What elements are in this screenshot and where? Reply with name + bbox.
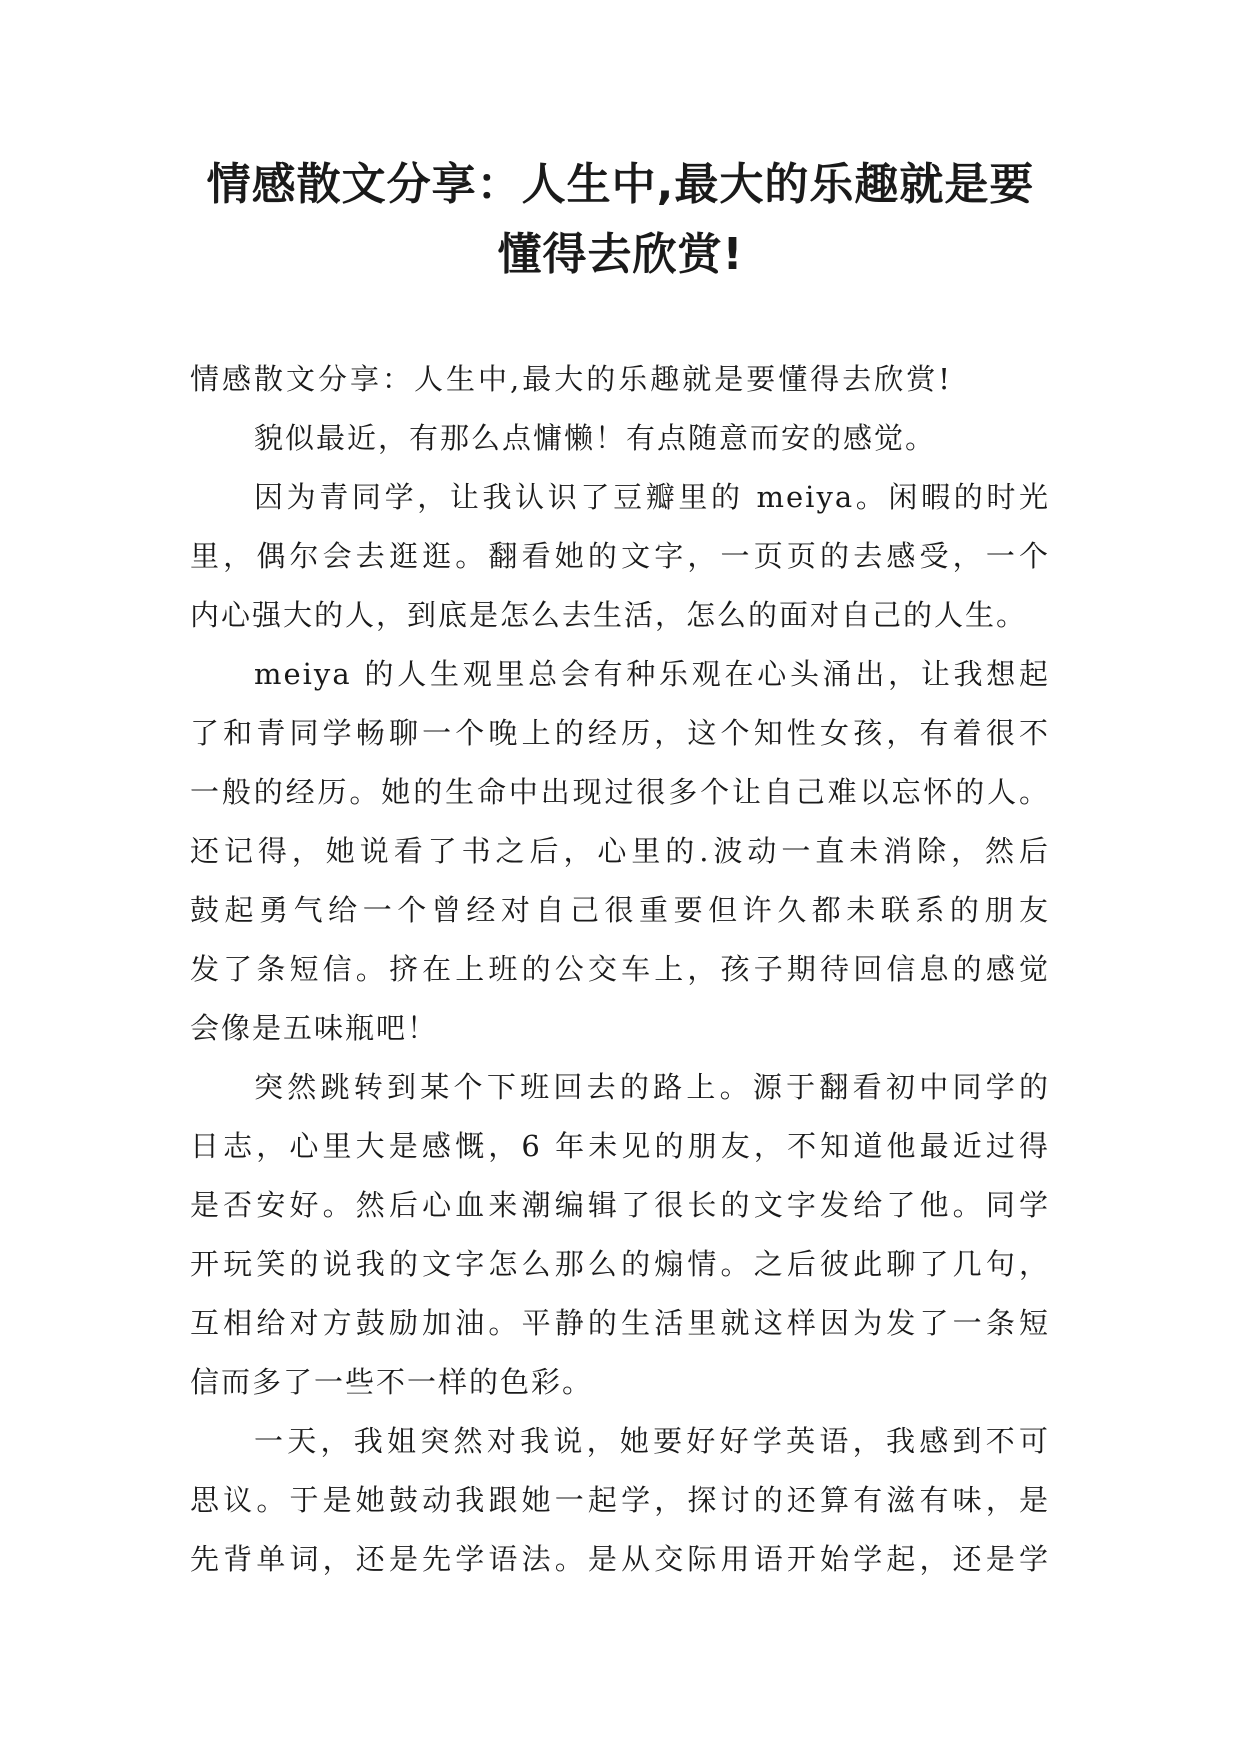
text-line: 一天，我姐突然对我说，她要好好学英语，我感到不可 — [254, 1424, 1050, 1458]
title-line: 懂得去欣赏! — [497, 229, 744, 280]
text-line: 因为青同学，让我认识了豆瓣里的 meiya。闲暇的时光 — [254, 480, 1050, 514]
text-line: 情感散文分享：人生中,最大的乐趣就是要懂得去欣赏! — [190, 362, 953, 396]
text-line: 会像是五味瓶吧！ — [190, 1011, 439, 1045]
text-line: 发了条短信。挤在上班的公交车上，孩子期待回信息的感觉 — [190, 952, 1050, 986]
text-line: 了和青同学畅聊一个晚上的经历，这个知性女孩，有着很不 — [190, 716, 1050, 750]
text-line: 里，偶尔会去逛逛。翻看她的文字，一页页的去感受，一个 — [190, 539, 1050, 573]
text-line: 内心强大的人，到底是怎么去生活，怎么的面对自己的人生。 — [190, 598, 1028, 632]
text-line: 思议。于是她鼓动我跟她一起学，探讨的还算有滋有味，是 — [190, 1483, 1050, 1517]
text-line: 突然跳转到某个下班回去的路上。源于翻看初中同学的 — [254, 1070, 1050, 1104]
text-line: 还记得，她说看了书之后，心里的.波动一直未消除，然后 — [190, 834, 1050, 868]
document-title — [150, 150, 1091, 290]
text-line: 开玩笑的说我的文字怎么那么的煽情。之后彼此聊了几句， — [190, 1247, 1050, 1281]
text-line: 鼓起勇气给一个曾经对自己很重要但许久都未联系的朋友 — [190, 893, 1050, 927]
text-line: meiya 的人生观里总会有种乐观在心头涌出，让我想起 — [254, 657, 1050, 691]
text-line: 日志，心里大是感慨，6 年未见的朋友，不知道他最近过得 — [190, 1129, 1050, 1163]
text-line: 信而多了一些不一样的色彩。 — [190, 1365, 594, 1399]
body-text — [190, 350, 1050, 1589]
title-line: 情感散文分享：人生中,最大的乐趣就是要 — [206, 159, 1035, 210]
text-line: 貌似最近，有那么点慵懒！有点随意而安的感觉。 — [254, 421, 937, 455]
text-line: 互相给对方鼓励加油。平静的生活里就这样因为发了一条短 — [190, 1306, 1050, 1340]
text-line: 是否安好。然后心血来潮编辑了很长的文字发给了他。同学 — [190, 1188, 1050, 1222]
text-line: 一般的经历。她的生命中出现过很多个让自己难以忘怀的人。 — [190, 775, 1050, 809]
text-line: 先背单词，还是先学语法。是从交际用语开始学起，还是学 — [190, 1542, 1050, 1576]
